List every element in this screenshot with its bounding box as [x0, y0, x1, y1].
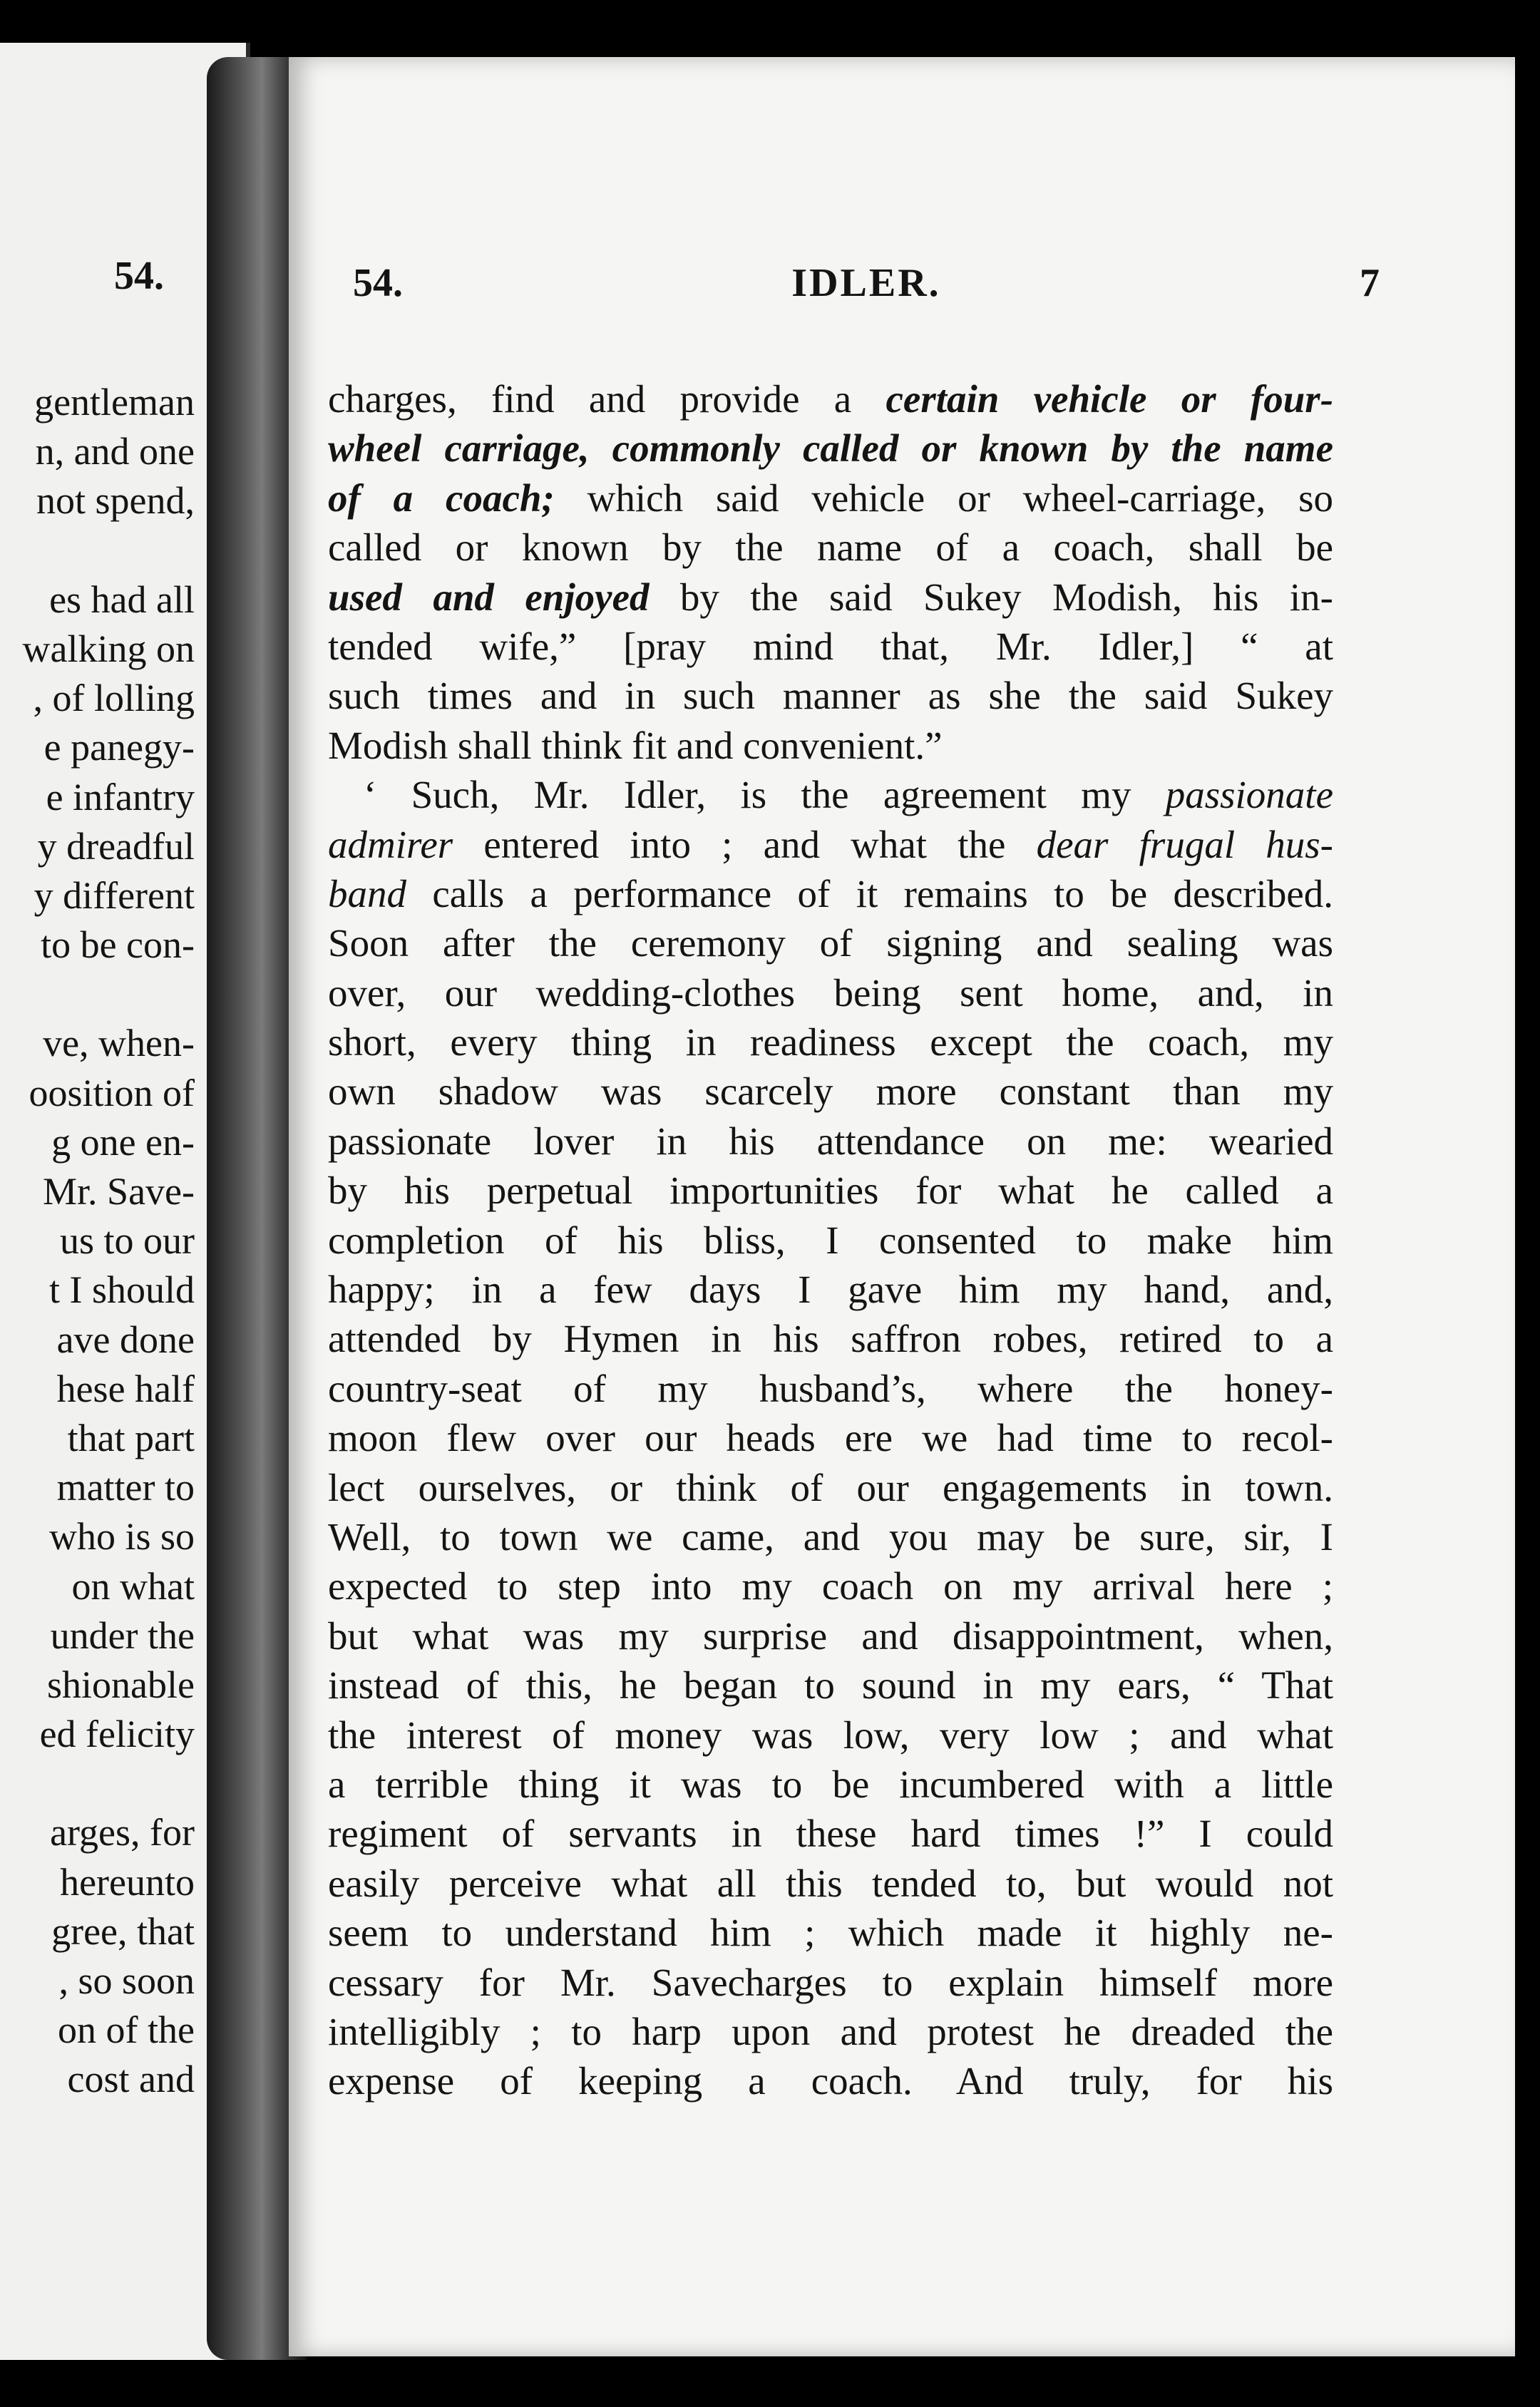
- left-text-line: cost and: [67, 2058, 195, 2101]
- body-text: [328, 374, 1333, 2106]
- left-text-line: arges, for: [50, 1811, 195, 1854]
- text-line: short, every thing in readiness except the coach, my: [328, 1020, 1333, 1064]
- left-text-line: matter to: [56, 1466, 195, 1509]
- left-text-line: on of the: [58, 2008, 195, 2052]
- left-page-text: [23, 378, 195, 2105]
- text-line: cessary for Mr. Savecharges to explain himself more: [328, 1960, 1333, 2004]
- text-line: instead of this, he began to sound in my ears, “ That: [328, 1663, 1333, 1708]
- left-text-line: oosition of: [29, 1071, 195, 1114]
- header-page-number: 7: [1360, 261, 1380, 305]
- running-header: [353, 260, 1380, 317]
- text-line: passionate lover in his attendance on me: wearied: [328, 1119, 1333, 1163]
- left-text-line: to be con-: [41, 923, 195, 967]
- text-line: wheel carriage, commonly called or known by the name: [328, 426, 1333, 471]
- text-line: Soon after the ceremony of signing and sealing was: [328, 921, 1333, 965]
- left-text-line: e panegy-: [43, 726, 195, 769]
- text-line: expected to step into my coach on my arrival here ;: [328, 1564, 1333, 1608]
- text-line: the interest of money was low, very low ; and what: [328, 1713, 1333, 1757]
- left-text-line: not spend,: [36, 479, 195, 523]
- left-text-line: Mr. Save-: [43, 1170, 195, 1213]
- left-text-line: g one en-: [51, 1120, 195, 1164]
- left-text-line: gentleman: [34, 381, 195, 424]
- left-text-line: who is so: [48, 1515, 195, 1559]
- left-text-line: under the: [50, 1613, 195, 1657]
- left-text-line: e infantry: [46, 775, 195, 818]
- left-text-line: us to our: [60, 1219, 195, 1263]
- left-text-line: n, and one: [35, 430, 195, 473]
- text-line: by his perpetual importunities for what he called a: [328, 1169, 1333, 1213]
- left-text-line: , so soon: [58, 1959, 195, 2002]
- header-section-number: 54.: [353, 261, 403, 305]
- text-line: Modish shall think fit and convenient.”: [328, 723, 943, 767]
- text-line: a terrible thing it was to be incumbered with a little: [328, 1762, 1333, 1806]
- text-line: called or known by the name of a coach, shall be: [328, 525, 1333, 570]
- text-line: attended by Hymen in his saffron robes, retired to a: [328, 1317, 1333, 1361]
- left-text-line: y different: [34, 873, 195, 917]
- text-line: used and enjoyed by the said Sukey Modish, his in-: [328, 575, 1333, 619]
- right-page: [289, 57, 1515, 2356]
- text-line: easily perceive what all this tended to, but would not: [328, 1861, 1333, 1905]
- left-text-line: [23, 526, 195, 575]
- text-line: Well, to town we came, and you may be sure, sir, I: [328, 1514, 1333, 1559]
- left-text-line: walking on: [22, 627, 195, 670]
- left-text-line: ave done: [56, 1318, 195, 1361]
- left-text-line: t I should: [48, 1268, 195, 1312]
- text-line: country-seat of my husband’s, where the honey-: [328, 1366, 1333, 1410]
- left-text-line: [23, 1759, 195, 1808]
- left-text-line: ed felicity: [39, 1713, 195, 1756]
- left-text-line: y dreadful: [37, 824, 195, 868]
- text-line: charges, find and provide a certain vehicle or four-: [328, 377, 1334, 421]
- left-text-line: that part: [67, 1416, 195, 1459]
- text-line: intelligibly ; to harp upon and protest he dreaded the: [328, 2009, 1333, 2053]
- text-line: happy; in a few days I gave him my hand, and,: [328, 1268, 1333, 1312]
- left-text-line: [23, 970, 195, 1019]
- text-line: lect ourselves, or think of our engagements in town.: [328, 1465, 1333, 1509]
- left-page-number: 54.: [114, 254, 164, 298]
- text-line: band calls a performance of it remains to be described.: [328, 871, 1333, 915]
- text-line: completion of his bliss, I consented to make him: [328, 1218, 1333, 1262]
- text-line: over, our wedding-clothes being sent home, and, in: [328, 970, 1333, 1015]
- left-text-line: gree, that: [51, 1909, 195, 1953]
- left-text-line: es had all: [49, 578, 195, 621]
- text-line: admirer entered into ; and what the dear frugal hus-: [328, 822, 1333, 866]
- left-text-line: hese half: [56, 1367, 195, 1410]
- left-text-line: shionable: [47, 1663, 195, 1706]
- left-text-line: ve, when-: [43, 1022, 195, 1065]
- header-title: IDLER.: [791, 261, 941, 305]
- text-line: regiment of servants in these hard times !” I could: [328, 1812, 1333, 1856]
- text-line: but what was my surprise and disappointment, when,: [328, 1613, 1333, 1658]
- text-line: expense of keeping a coach. And truly, for his: [328, 2059, 1333, 2103]
- text-line: moon flew over our heads ere we had time to recol-: [328, 1416, 1333, 1460]
- text-line: such times and in such manner as she the said Sukey: [328, 674, 1333, 718]
- text-line: of a coach; which said vehicle or wheel-carriage, so: [328, 476, 1333, 520]
- left-text-line: on what: [71, 1564, 195, 1608]
- left-text-line: , of lolling: [33, 677, 195, 720]
- text-line: ‘ Such, Mr. Idler, is the agreement my passionate: [364, 773, 1333, 817]
- left-text-line: hereunto: [60, 1860, 195, 1904]
- text-line: own shadow was scarcely more constant than my: [328, 1069, 1333, 1114]
- text-line: seem to understand him ; which made it highly ne-: [328, 1911, 1333, 1955]
- text-line: tended wife,” [pray mind that, Mr. Idler,] “ at: [328, 624, 1333, 668]
